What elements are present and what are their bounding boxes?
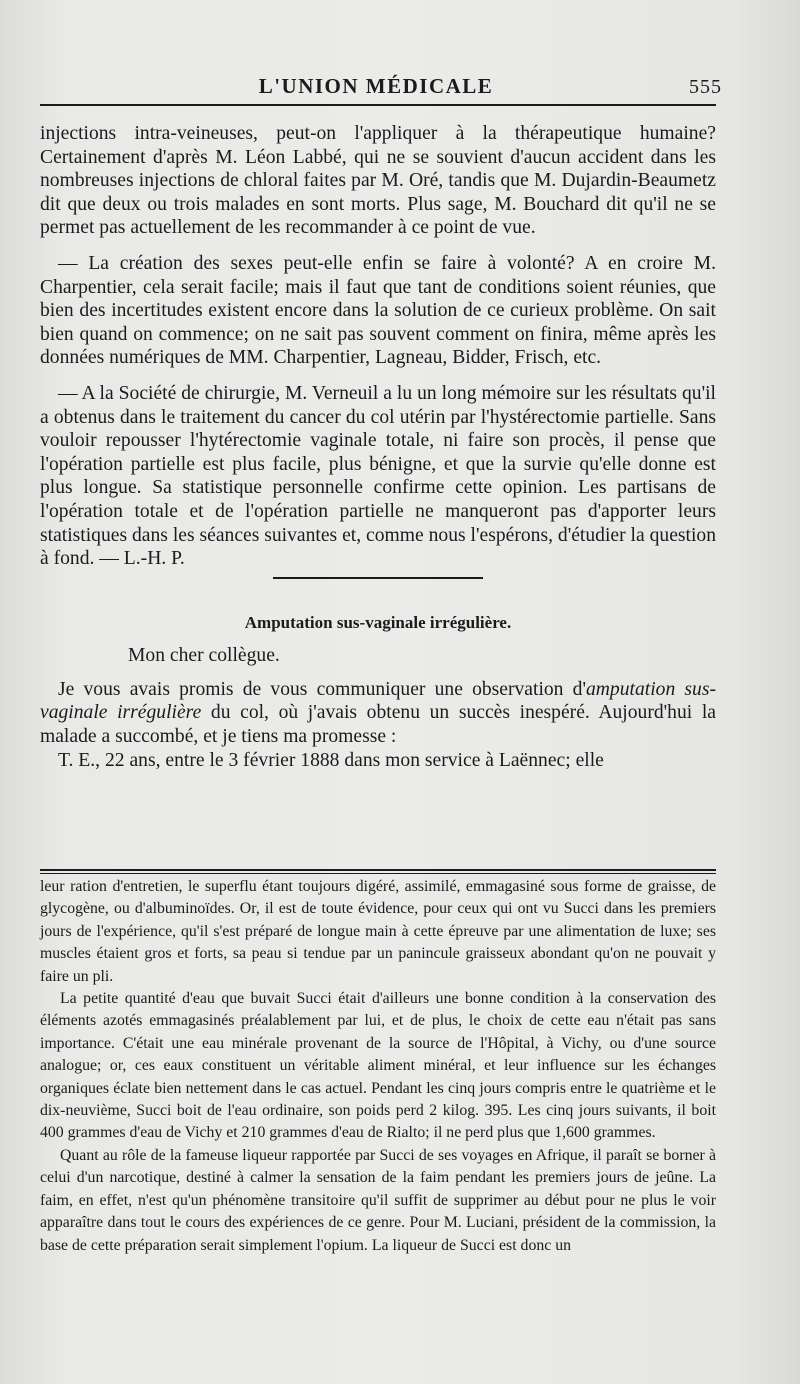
header-rule <box>40 104 716 106</box>
paragraph-observation <box>40 678 716 749</box>
paragraph-sexes: — La création des sexes peut-elle enfin se faire à volonté? A en croire M. Charpentier, cela serait facile; mais il faut que tant de conditions soient réunies, que bien des incertitudes existent encore dans la solution de ce curieux problème. On sait bien quand on commence; on ne sait pas souvent comment on finira, même après les données numériques de MM. Charpentier, Lagneau, Bidder, Frisch, etc. <box>40 252 716 369</box>
feuilleton-paragraph-2: La petite quantité d'eau que buvait Succi était d'ailleurs une bonne condition à la conservation des éléments azotés emmagasinés préalablement par lui, et de plus, le choix de cette eau n'était pas sans importance. C'était une eau minérale provenant de la source de l'Hôpital, à Vichy, ou d'une source analogue; or, ces eaux constituent un véritable aliment minéral, et leur influence sur les échanges organiques éclate bien nettement dans le cas actuel. Pendant les cinq jours compris entre le quatrième et le dix-neuvième, Succi boit de l'eau ordinaire, son poids perd 2 kilog. 395. Les cinq jours suivants, il boit 400 grammes d'eau de Vichy et 210 grammes d'eau de Rialto; il ne perd plus que 1,600 grammes. <box>40 990 716 1142</box>
journal-title: L'UNION MÉDICALE <box>258 74 494 98</box>
paragraph-chirurgie: — A la Société de chirurgie, M. Verneuil a lu un long mémoire sur les résultats qu'il a obtenus dans le traitement du cancer du col utérin par l'hystérectomie partielle. Sans vouloir repousser l'hytérectomie vaginale totale, ni faire son procès, il pense que l'opération partielle est plus facile, plus bénigne, et que la survie qu'elle donne est plus longue. Sa statistique personnelle confirme cette opinion. Les partisans de l'opération totale et de l'opération partielle ne manqueront pas d'apporter leurs statistiques dans les séances suivantes et, comme nous l'espérons, d'étudier la question à fond. — L.-H. P. <box>40 382 716 570</box>
footer-rule-thick <box>40 869 716 871</box>
footer-rule-thin <box>40 873 716 874</box>
feuilleton-paragraph-3: Quant au rôle de la fameuse liqueur rapportée par Succi de ses voyages en Afrique, il paraît se borner à celui d'un narcotique, destiné à calmer la sensation de la faim pendant les premiers jours de jeûne. La faim, en effet, n'est qu'un phénomène transitoire qu'il suffit de supprimer au début pour ne plus le voir apparaître dans tout le cours des expériences de ce genre. Pour M. Luciani, président de la commission, la base de cette préparation serait simplement l'opium. La liqueur de Succi est donc un <box>40 1146 716 1254</box>
salutation: Mon cher collègue. <box>128 645 280 667</box>
observation-text-a: Je vous avais promis de vous communiquer une observation d' <box>58 678 586 700</box>
observation-text-b: du col, où j'avais obtenu un succès inespéré. Aujourd'hui la malade a succombé, et je tiens ma promesse : <box>40 702 716 748</box>
running-head <box>40 72 722 102</box>
section-separator <box>273 577 483 579</box>
feuilleton-text <box>40 876 716 1257</box>
section-title: Amputation sus-vaginale irrégulière. <box>244 612 512 632</box>
paragraph-case: T. E., 22 ans, entre le 3 février 1888 dans mon service à Laënnec; elle <box>58 749 604 771</box>
paragraph-chloral: injections intra-veineuses, peut-on l'appliquer à la thérapeutique humaine? Certainement d'après M. Léon Labbé, qui ne se souvient d'aucun accident dans les nombreuses injections de chloral faites par M. Oré, tandis que M. Dujardin-Beaumetz dit que deux ou trois malades en sont morts. Plus sage, M. Bouchard dit qu'il ne se permet pas actuellement de les recommander à ce point de vue. <box>40 123 716 239</box>
observation-italic: amputation sus-vaginale irrégulière <box>40 678 716 724</box>
feuilleton-paragraph-1: leur ration d'entretien, le superflu étant toujours digéré, assimilé, emmagasiné sous forme de graisse, de glycogène, ou d'albuminoïdes. Or, il est de toute évidence, pour ceux qui ont vu Succi dans les premiers jours de l'expérience, qu'il s'est préparé de longue main à cette épreuve par une alimentation de luxe; ses muscles étaient gros et forts, sa peau si tendue par un panincule graisseux abondant qu'on ne pouvait y faire un pli. <box>40 878 716 985</box>
page-number: 555 <box>689 76 722 98</box>
main-text <box>40 122 716 772</box>
